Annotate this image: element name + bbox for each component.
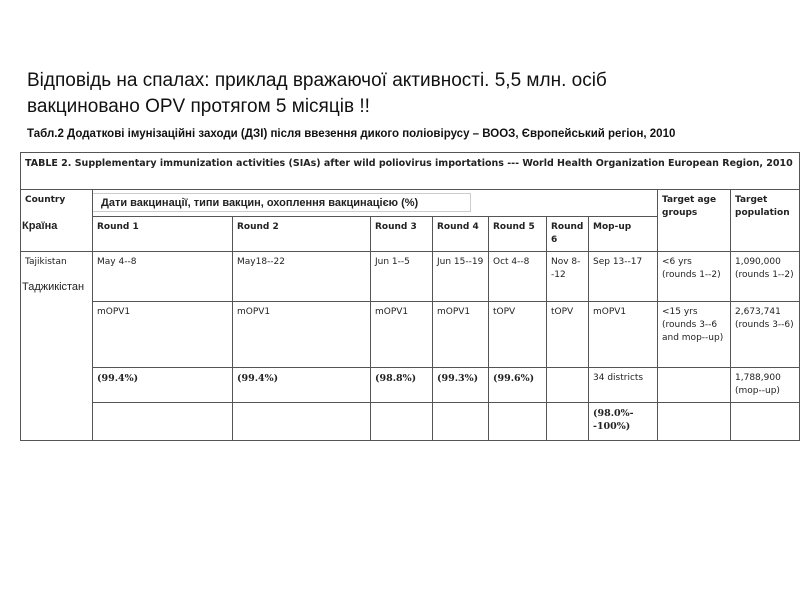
cell	[93, 402, 233, 440]
cell: Nov 8--12	[547, 251, 589, 301]
header-round-3: Round 3	[371, 216, 433, 251]
table-row	[21, 301, 800, 367]
cell	[489, 402, 547, 440]
cell: <15 yrs (rounds 3--6 and mop--up)	[658, 301, 731, 367]
header-round-4: Round 4	[433, 216, 489, 251]
country-name: Tajikistan	[25, 256, 67, 267]
cell: <6 yrs (rounds 1--2)	[658, 251, 731, 301]
cell: (99.3%)	[433, 367, 489, 402]
cell: Jun 15--19	[433, 251, 489, 301]
cell: Jun 1--5	[371, 251, 433, 301]
cell: Sep 13--17	[589, 251, 658, 301]
cell: May18--22	[233, 251, 371, 301]
cell	[371, 402, 433, 440]
header-target-age: Target age groups	[658, 190, 731, 252]
header-round-1: Round 1	[93, 216, 233, 251]
slide-headline	[27, 68, 607, 120]
cell: (99.4%)	[233, 367, 371, 402]
cell: May 4--8	[93, 251, 233, 301]
table-row	[21, 367, 800, 402]
cell: tOPV	[547, 301, 589, 367]
cell: 1,090,000 (rounds 1--2)	[731, 251, 800, 301]
table-row	[21, 402, 800, 440]
header-target-population: Target population	[731, 190, 800, 252]
cell	[433, 402, 489, 440]
table-caption-ua: Табл.2 Додаткові імунізаційні заходи (ДЗІ) після ввезення дикого поліовірусу – ВООЗ, Європейський регіон, 2010	[27, 128, 676, 140]
header-round-2: Round 2	[233, 216, 371, 251]
cell	[731, 402, 800, 440]
header-overlay-ua: Дати вакцинації, типи вакцин, охоплення вакцинацією (%)	[93, 193, 471, 212]
cell: mOPV1	[433, 301, 489, 367]
table-row	[21, 251, 800, 301]
cell: (99.6%)	[489, 367, 547, 402]
headline-line-2: вакциновано OPV протягом 5 місяців !!	[27, 96, 370, 117]
cell	[547, 367, 589, 402]
cell: 2,673,741 (rounds 3--6)	[731, 301, 800, 367]
cell: Oct 4--8	[489, 251, 547, 301]
cell	[233, 402, 371, 440]
cell: mOPV1	[589, 301, 658, 367]
headline-line-1: Відповідь на спалах: приклад вражаючої активності. 5,5 млн. осіб	[27, 70, 607, 91]
cell: 34 districts	[589, 367, 658, 402]
cell	[658, 367, 731, 402]
table-title: TABLE 2. Supplementary immunization activities (SIAs) after wild poliovirus importations --- World Health Organization European Region, 2010	[21, 153, 800, 190]
header-mop-up: Mop-up	[589, 216, 658, 251]
cell	[547, 402, 589, 440]
header-round-5: Round 5	[489, 216, 547, 251]
cell: mOPV1	[93, 301, 233, 367]
cell: 1,788,900 (mop--up)	[731, 367, 800, 402]
cell: (98.0%--100%)	[589, 402, 658, 440]
country-cell	[21, 251, 93, 440]
cell: (99.4%)	[93, 367, 233, 402]
cell	[658, 402, 731, 440]
cell: mOPV1	[233, 301, 371, 367]
header-country: Country	[21, 190, 93, 217]
header-round-6: Round 6	[547, 216, 589, 251]
cell: tOPV	[489, 301, 547, 367]
cell: mOPV1	[371, 301, 433, 367]
country-name-ua: Таджикістан	[22, 280, 85, 293]
header-country-ua: Країна	[21, 216, 93, 251]
cell: (98.8%)	[371, 367, 433, 402]
